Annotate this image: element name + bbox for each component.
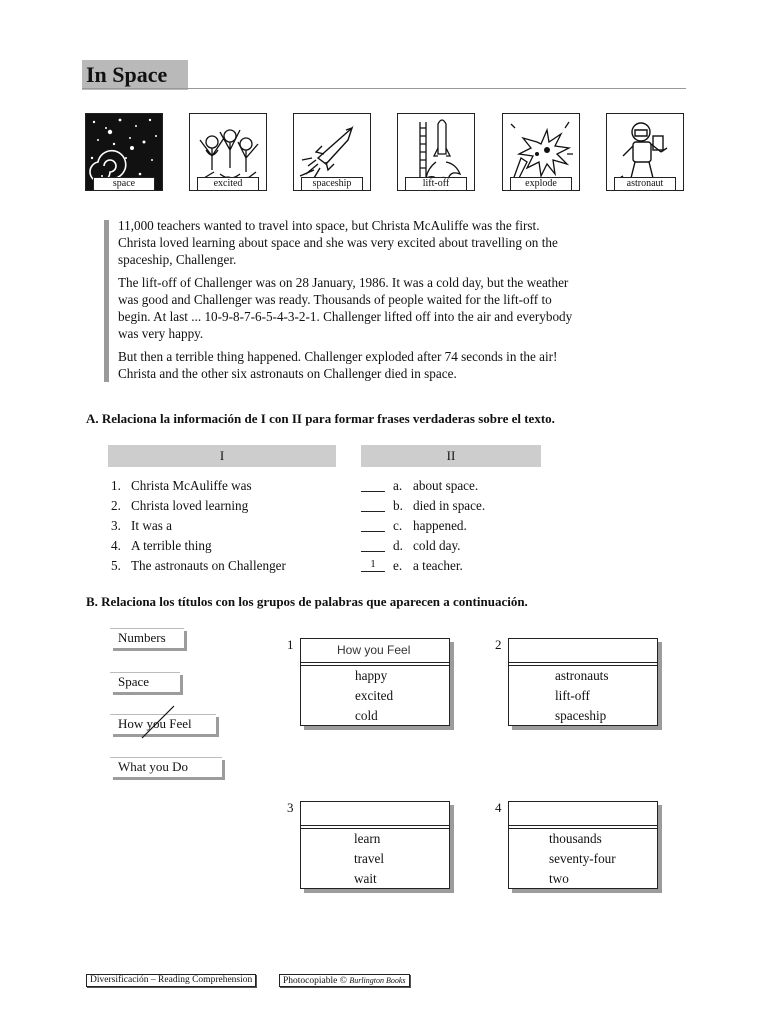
list-item: 4. A terrible thing	[111, 538, 212, 553]
title-tag-how-you-feel[interactable]: How you Feel	[110, 714, 216, 734]
picture-explode	[502, 113, 580, 191]
word-group-box	[300, 638, 450, 726]
section-b-heading: B. Relaciona los títulos con los grupos de palabras que aparecen a continuación.	[86, 594, 528, 609]
group-title-field[interactable]	[301, 802, 449, 826]
answer-blank[interactable]	[361, 478, 385, 492]
group-word: wait	[354, 871, 377, 886]
answer-blank[interactable]: 1	[361, 558, 385, 572]
title-tag-numbers[interactable]: Numbers	[110, 628, 184, 648]
group-word: seventy-four	[549, 851, 616, 866]
group-number: 3	[287, 800, 294, 815]
section-a-heading: A. Relaciona la información de I con II para formar frases verdaderas sobre el texto.	[86, 411, 555, 426]
word-group-box	[300, 801, 450, 889]
picture-label: astronaut	[614, 177, 676, 191]
group-number: 4	[495, 800, 502, 815]
list-item: 5. The astronauts on Challenger	[111, 558, 286, 573]
picture-astronaut	[606, 113, 684, 191]
column-i-header: I	[108, 445, 336, 467]
title-tag-space[interactable]: Space	[110, 672, 180, 692]
group-title-field[interactable]	[509, 639, 657, 663]
picture-lift-off	[397, 113, 475, 191]
group-word: thousands	[549, 831, 602, 846]
list-item: e. a teacher.	[393, 558, 463, 573]
picture-label: spaceship	[301, 177, 363, 191]
group-word: lift-off	[555, 688, 590, 703]
group-word: spaceship	[555, 708, 607, 723]
cross-out-mark	[138, 704, 178, 740]
list-item: 1. Christa McAuliffe was	[111, 478, 252, 493]
list-item: b. died in space.	[393, 498, 486, 513]
picture-label: lift-off	[405, 177, 467, 191]
footer-course-label: Diversificación – Reading Comprehension	[86, 974, 256, 987]
passage-paragraph: The lift-off of Challenger was on 28 January, 1986. It was a cold day, but the weather was good and Challenger was ready. Thousands of people waited for the lift-off to begin. At last ... 10-9-8-7-6-5-4-3-2-1. Challenger lifted off into the air and everybody was very happy.	[118, 275, 573, 341]
picture-space	[85, 113, 163, 191]
group-word: travel	[354, 851, 385, 866]
column-ii-header: II	[361, 445, 541, 467]
picture-label: space	[93, 177, 155, 191]
page-title: In Space	[86, 62, 168, 87]
list-item: c. happened.	[393, 518, 467, 533]
passage-bar	[104, 220, 109, 382]
picture-spaceship	[293, 113, 371, 191]
picture-label: explode	[510, 177, 572, 191]
answer-blank[interactable]	[361, 498, 385, 512]
answer-blank[interactable]	[361, 518, 385, 532]
group-title-field[interactable]: How you Feel	[301, 639, 449, 663]
group-number: 2	[495, 637, 502, 652]
list-item: d. cold day.	[393, 538, 461, 553]
title-tag-what-you-do[interactable]: What you Do	[110, 757, 222, 777]
word-group-box	[508, 801, 658, 889]
picture-excited	[189, 113, 267, 191]
group-word: two	[549, 871, 569, 886]
footer-publisher: Burlington Books	[349, 976, 406, 985]
group-title-field[interactable]	[509, 802, 657, 826]
list-item: a. about space.	[393, 478, 479, 493]
reading-passage	[118, 217, 578, 388]
group-number: 1	[287, 637, 294, 652]
group-word: astronauts	[555, 668, 609, 683]
title-rule	[82, 88, 686, 89]
list-item: 3. It was a	[111, 518, 173, 533]
group-word: learn	[354, 831, 381, 846]
passage-paragraph: 11,000 teachers wanted to travel into space, but Christa McAuliffe was the first. Christa loved learning about space and she was very excited about travelling on the spaceship, Challenger.	[118, 218, 558, 267]
answer-blank[interactable]	[361, 538, 385, 552]
footer-copyright: Photocopiable © Burlington Books	[279, 974, 410, 987]
group-word: excited	[355, 688, 394, 703]
word-group-box	[508, 638, 658, 726]
passage-paragraph: But then a terrible thing happened. Challenger exploded after 74 seconds in the air! Christa and the other six astronauts on Challenger died in space.	[118, 349, 558, 381]
group-word: cold	[355, 708, 378, 723]
picture-label: excited	[197, 177, 259, 191]
list-item: 2. Christa loved learning	[111, 498, 249, 513]
group-word: happy	[355, 668, 388, 683]
